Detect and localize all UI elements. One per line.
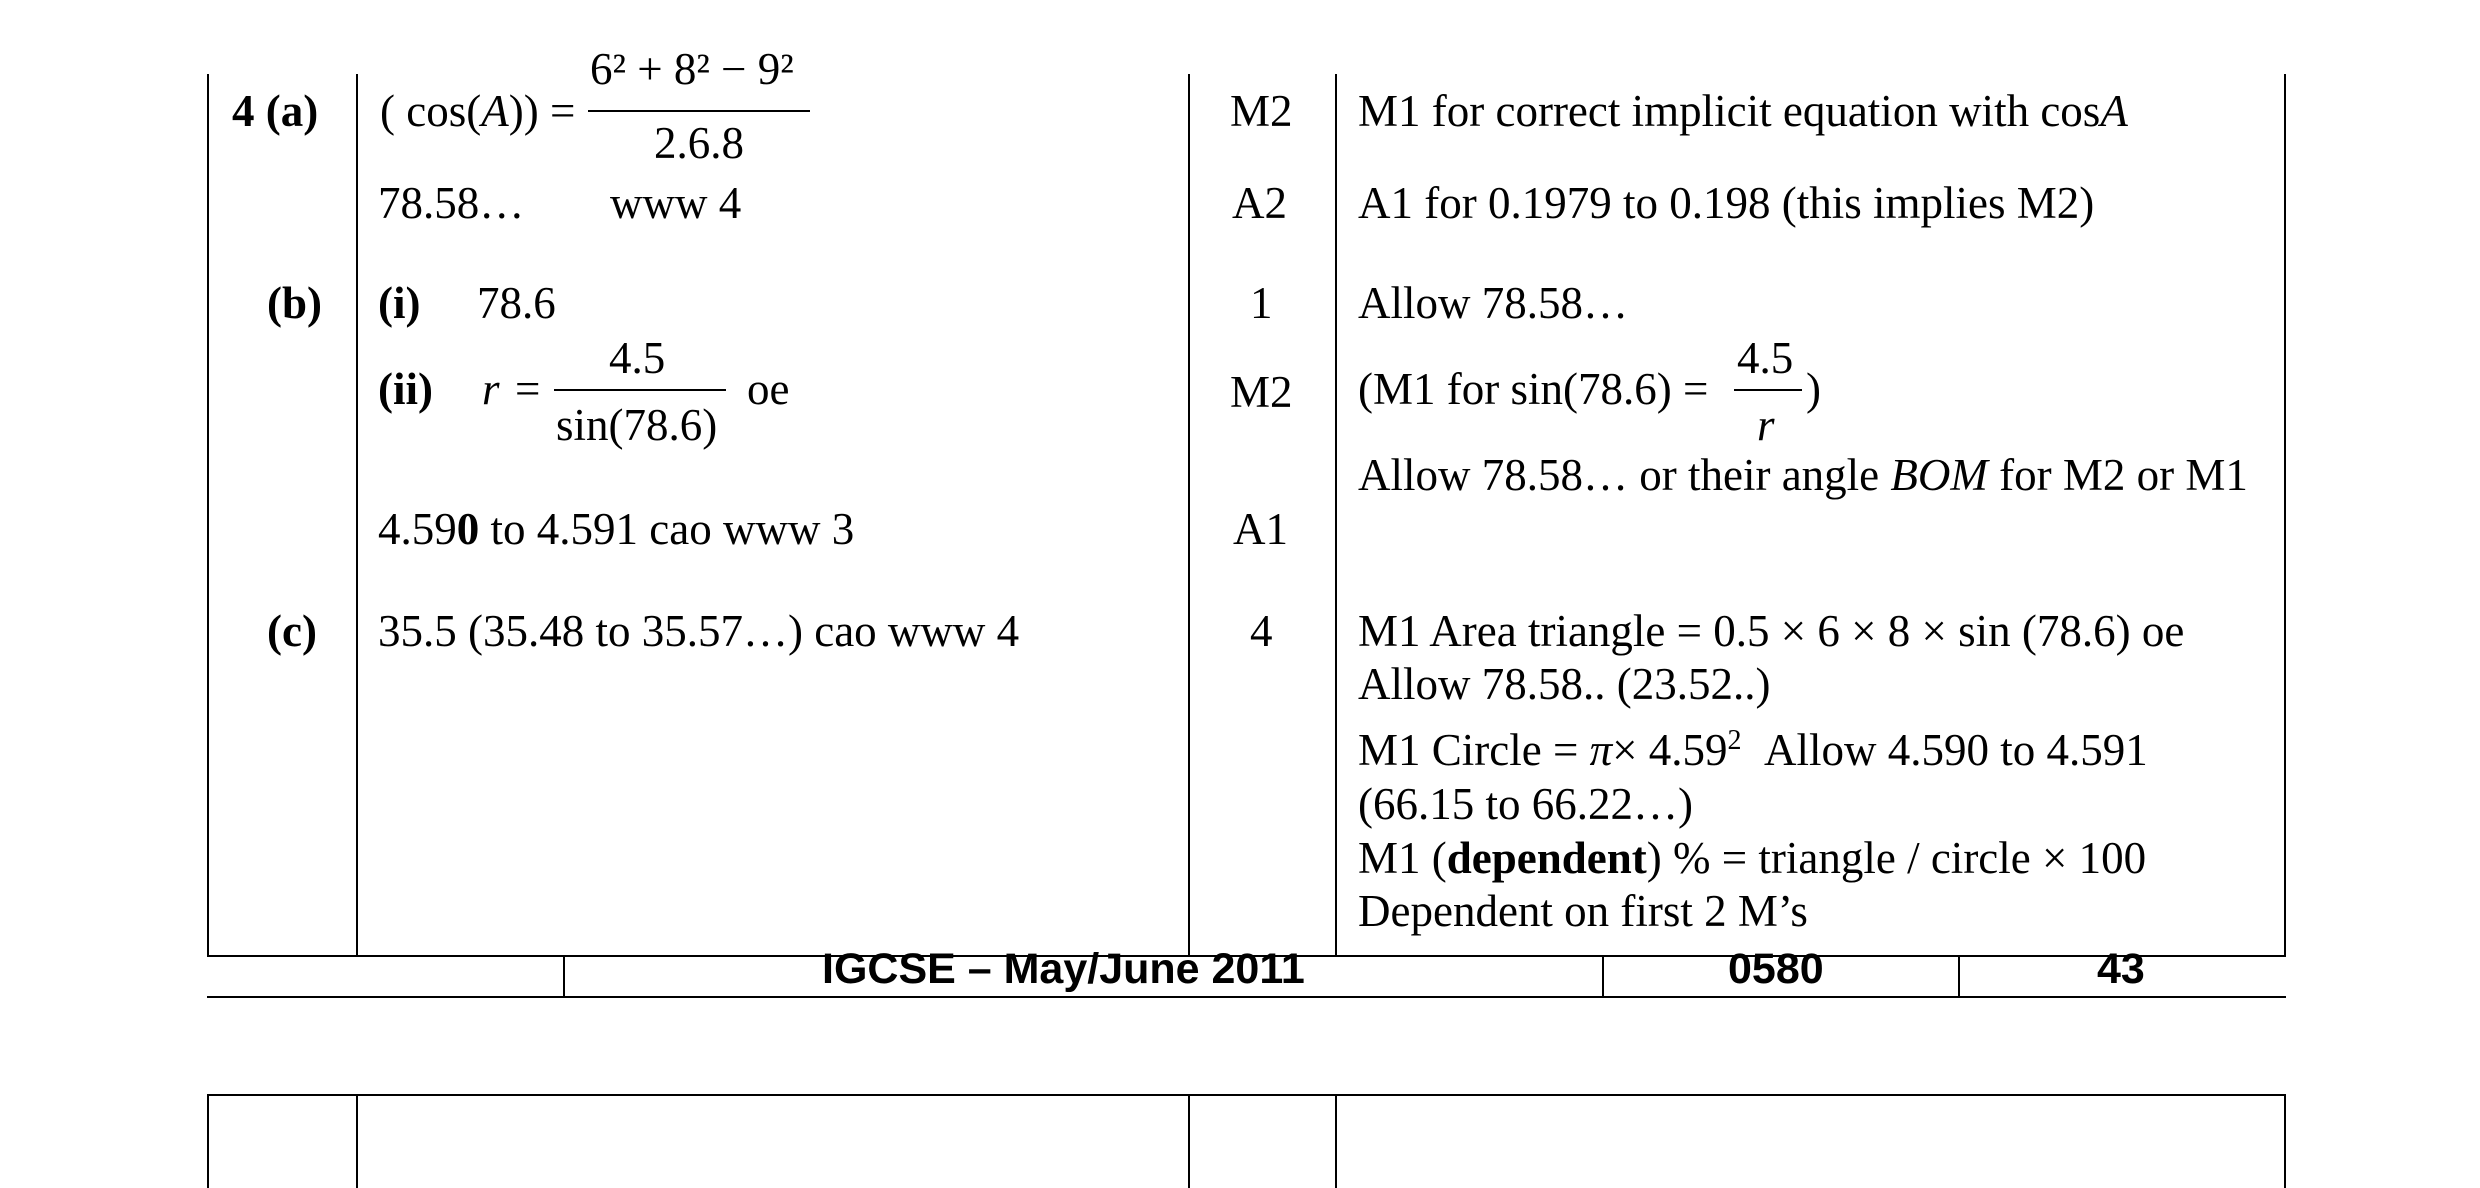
footer-divider-3 [1958,955,1960,998]
comment-4a-1 [1358,86,2128,136]
footer-divider-2 [1602,955,1604,998]
answer-bii-final-b: to 4.591 cao www 3 [490,504,855,554]
comment-bii-close: ) [1806,364,1821,414]
numerator-text: 6² + 8² − 9² [590,44,794,94]
column-divider-3 [1335,74,1337,956]
next-table-top-border [207,1094,2286,1096]
mark-bi: 1 [1250,278,1273,328]
question-label-4c: (c) [267,606,317,656]
comment-4c-3-c: Allow 4.590 to 4.591 [1764,725,2148,775]
comment-4c-3-sup: 2 [1727,725,1742,756]
question-label-4b: (b) [267,278,322,328]
comment-bii-2-a: Allow 78.58… or their angle [1358,450,1880,500]
answer-bii-final-a: 4.59 [378,504,457,554]
answer-bii-final-bold: 0 [456,504,480,554]
comment-4c-3-b: × 4.59 [1612,725,1728,775]
footer-divider-1 [563,955,565,998]
comment-4a-1-text: M1 for correct implicit equation with cos [1358,86,2101,136]
column-divider-1 [356,74,358,956]
bii-numerator: 4.5 [609,333,666,383]
footer-bottom-border [207,996,2286,998]
next-table-divider-2 [1188,1094,1190,1188]
next-table-divider-1 [356,1094,358,1188]
fraction-bar-comment-bii [1734,389,1802,391]
cos-var: A [481,86,509,136]
comment-4c-3-pi: π [1589,725,1613,775]
comment-4c-3 [1358,727,2148,773]
cos-close: )) = [508,86,576,136]
comment-bi: Allow 78.58… [1358,278,1628,328]
answer-4c: 35.5 (35.48 to 35.57…) cao www 4 [378,606,1020,656]
fraction-bar-cos [588,110,810,112]
comment-bii-2-b: for M2 or M1 [1999,450,2248,500]
bii-denominator: sin(78.6) [556,400,718,450]
comment-4c-1: M1 Area triangle = 0.5 × 6 × 8 × sin (78.6) oe [1358,606,2185,656]
comment-4c-2: Allow 78.58.. (23.52..) [1358,659,1771,709]
next-table-right-border [2284,1094,2286,1188]
cos-expression [380,86,576,136]
mark-4a-a2: A2 [1232,178,1287,228]
comment-bii-2-var: BOM [1890,450,1988,500]
comment-4c-6: Dependent on first 2 M’s [1358,886,1808,936]
equals-bii: = [515,364,541,414]
bii-oe: oe [747,364,790,414]
mark-4a-m2: M2 [1230,86,1293,136]
mark-4c: 4 [1250,606,1273,656]
part-label-bi: (i) [378,278,421,328]
comment-4a-2: A1 for 0.1979 to 0.198 (this implies M2) [1358,178,2095,228]
question-label-4a: 4 (a) [232,86,319,136]
numerator-clip [590,44,820,98]
answer-bii-final [378,504,855,554]
comment-bii-open: (M1 for sin(78.6) = [1358,364,1709,414]
answer-bi: 78.6 [477,278,556,328]
answer-4a-www: www 4 [610,178,742,228]
footer-syllabus: 0580 [1728,945,1824,993]
comment-4c-5-a: M1 ( [1358,833,1447,883]
comment-bii-num: 4.5 [1737,333,1794,383]
var-r: r [482,364,500,414]
comment-bii-2 [1358,450,2248,500]
denominator-text: 2.6.8 [654,118,744,168]
cos-open: ( cos( [380,86,482,136]
comment-bii-den: r [1757,400,1775,450]
part-label-bii: (ii) [378,364,433,414]
next-table-divider-3 [1335,1094,1337,1188]
comment-4a-1-var: A [2100,86,2128,136]
table-left-border [207,74,209,956]
next-table-left-border [207,1094,209,1188]
mark-bii-m2: M2 [1230,367,1293,417]
comment-4c-5-b: ) % = triangle / circle × 100 [1646,833,2147,883]
comment-4c-3-a: M1 Circle = [1358,725,1579,775]
comment-4c-5 [1358,833,2147,883]
column-divider-2 [1188,74,1190,956]
comment-4c-4: (66.15 to 66.22…) [1358,779,1693,829]
answer-4a: 78.58… [378,178,525,228]
footer-title: IGCSE – May/June 2011 [822,945,1305,993]
footer-paper: 43 [2097,945,2145,993]
mark-bii-a1: A1 [1233,504,1288,554]
fraction-bar-bii [554,389,726,391]
comment-4c-5-bold: dependent [1446,833,1647,883]
table-right-border [2284,74,2286,956]
